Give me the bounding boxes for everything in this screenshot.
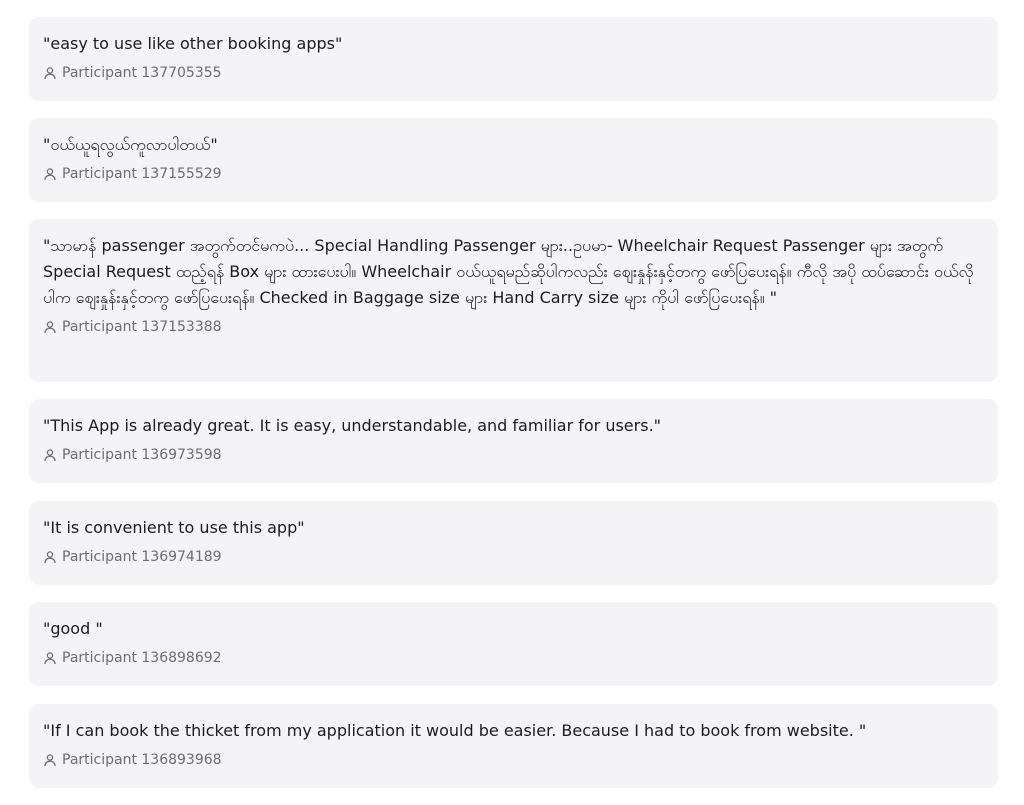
response-quote: "easy to use like other booking apps": [43, 34, 343, 53]
user-icon: [43, 753, 57, 767]
response-quote: "This App is already great. It is easy, understandable, and familiar for users.": [43, 416, 662, 435]
participant-meta: [43, 750, 984, 770]
response-card: [29, 118, 998, 202]
response-card: [29, 399, 998, 483]
participant-meta: [43, 445, 984, 465]
user-icon: [43, 167, 57, 181]
participant-id: Participant 137705355: [62, 65, 222, 81]
participant-meta: [43, 547, 984, 567]
response-card: [29, 602, 998, 686]
participant-meta: [43, 648, 984, 668]
participant-meta: [43, 164, 984, 184]
participant-id: Participant 136974189: [62, 549, 222, 565]
participant-id: Participant 136893968: [62, 752, 222, 768]
response-card: [29, 501, 998, 585]
participant-id: Participant 137155529: [62, 166, 222, 182]
response-quote: "It is convenient to use this app": [43, 518, 305, 537]
response-quote: "good ": [43, 619, 103, 638]
user-icon: [43, 550, 57, 564]
participant-id: Participant 137153388: [62, 319, 222, 335]
response-quote: "ဝယ်ယူရလွယ်ကူလာပါတယ်": [43, 135, 218, 154]
response-quote: "သာမာန် passenger အတွက်တင်မကပဲ... Special Handling Passenger များ..ဥပမာ- Wheelchair Request Passenger များ အတွက် Special Request ထည့်ရန် Box များ ထားပေးပါ။ Wheelchair ဝယ်ယူရမည်ဆိုပါကလည်း စျေးနှုန်းနှင့်တကွ ဖော်ပြပေးရန်။ ကီလို အပို ထပ်ဆောင်း ဝယ်လိုပါက စျေးနှုန်းနှင့်တကွ ဖော်ပြပေးရန်။ Checked in Baggage size များ Hand Carry size များ ကိုပါ ဖော်ပြပေးရန်။ ": [43, 236, 974, 307]
user-icon: [43, 448, 57, 462]
response-card: [29, 704, 998, 788]
user-icon: [43, 66, 57, 80]
user-icon: [43, 651, 57, 665]
participant-id: Participant 136898692: [62, 650, 222, 666]
user-icon: [43, 320, 57, 334]
response-card: [29, 17, 998, 101]
participant-id: Participant 136973598: [62, 447, 222, 463]
response-card: [29, 219, 998, 382]
participant-meta: [43, 63, 984, 83]
participant-meta: [43, 317, 984, 337]
response-quote: "If I can book the thicket from my application it would be easier. Because I had to book from website. ": [43, 721, 867, 740]
